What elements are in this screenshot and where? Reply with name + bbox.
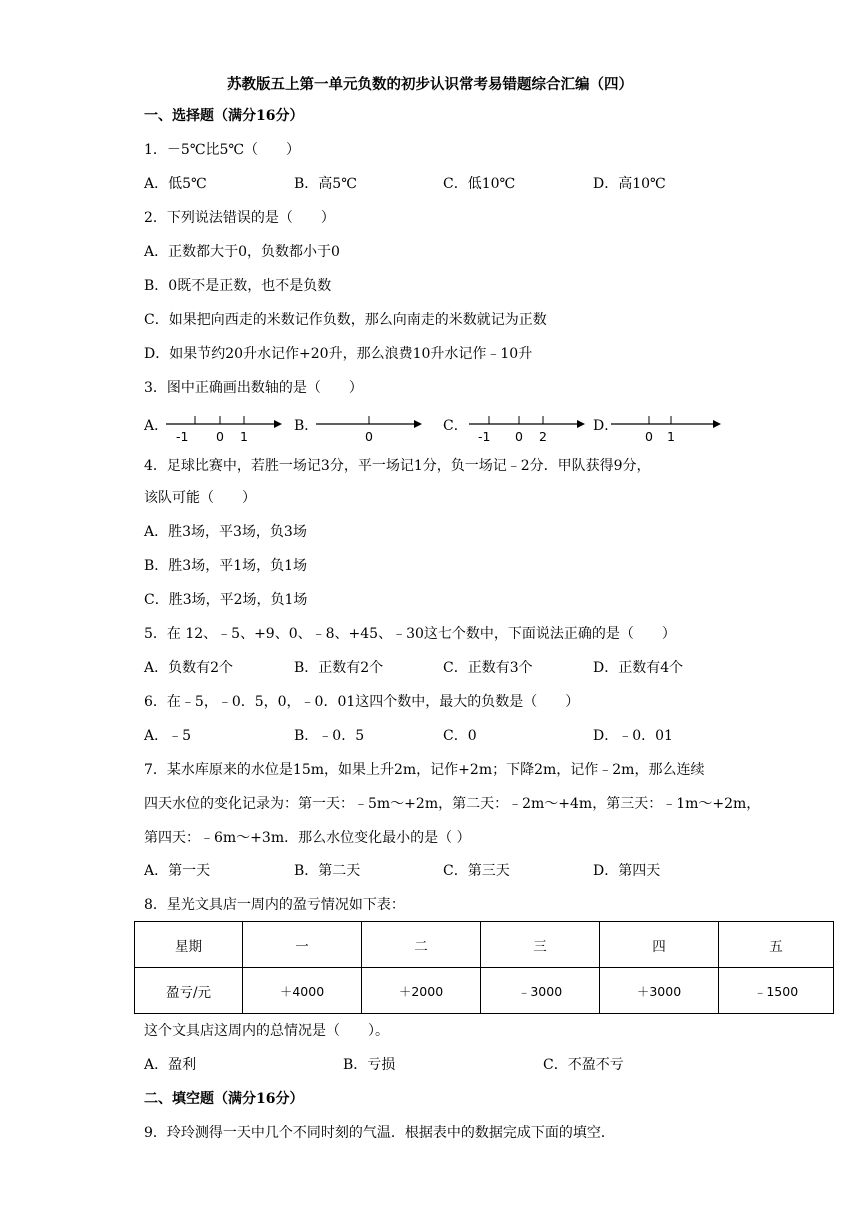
q2-option-b: B．0既不是正数，也不是负数 bbox=[144, 278, 332, 294]
table-cell: ＋3000 bbox=[600, 968, 719, 1014]
page-title: 苏教版五上第一单元负数的初步认识常考易错题综合汇编（四） bbox=[227, 76, 633, 93]
q7-option-b: B．第二天 bbox=[294, 863, 361, 879]
q7-option-d: D．第四天 bbox=[593, 863, 661, 879]
question-7-stem-line3: 第四天：﹣6m～+3m．那么水位变化最小的是（ ） bbox=[144, 830, 471, 846]
axis-d-svg bbox=[609, 410, 739, 446]
q5-option-d: D．正数有4个 bbox=[593, 660, 684, 676]
table-cell: 盈亏/元 bbox=[135, 968, 243, 1014]
q8-option-a: A．盈利 bbox=[144, 1057, 197, 1073]
q5-option-c: C．正数有3个 bbox=[443, 660, 533, 676]
axis-d-label-2: 1 bbox=[667, 429, 675, 444]
question-1-stem: 1．－5℃比5℃（ ） bbox=[144, 142, 301, 158]
q4-option-c: C．胜3场，平2场，负1场 bbox=[144, 592, 308, 608]
q8-option-c: C．不盈不亏 bbox=[543, 1057, 624, 1073]
q6-option-d: D．﹣0．01 bbox=[593, 728, 673, 744]
q1-option-a: A．低5℃ bbox=[144, 176, 207, 192]
q7-option-c: C．第三天 bbox=[443, 863, 510, 879]
axis-a-letter: A． bbox=[144, 418, 169, 434]
table-header-cell: 四 bbox=[600, 922, 719, 968]
q1-option-d: D．高10℃ bbox=[593, 176, 666, 192]
table-cell: ﹣3000 bbox=[481, 968, 600, 1014]
table-header-cell: 五 bbox=[719, 922, 834, 968]
table-cell: ＋4000 bbox=[243, 968, 362, 1014]
q6-option-b: B．﹣0．5 bbox=[294, 728, 365, 744]
table-row bbox=[135, 922, 834, 968]
q1-option-c: C．低10℃ bbox=[443, 176, 516, 192]
q2-option-a: A．正数都大于0，负数都小于0 bbox=[144, 244, 340, 260]
axis-a-label-3: 1 bbox=[240, 429, 248, 444]
axis-c-letter: C． bbox=[443, 418, 468, 434]
question-4-stem-line2: 该队可能（ ） bbox=[144, 490, 256, 506]
question-8-followup: 这个文具店这周内的总情况是（ ）。 bbox=[144, 1023, 389, 1039]
q8-option-b: B．亏损 bbox=[343, 1057, 396, 1073]
section-heading-fill: 二、填空题（满分16分） bbox=[144, 1091, 304, 1107]
profit-loss-table bbox=[134, 921, 834, 1014]
axis-b-letter: B． bbox=[294, 418, 319, 434]
q5-option-a: A．负数有2个 bbox=[144, 660, 234, 676]
question-6-stem: 6．在﹣5，﹣0．5，0，﹣0．01这四个数中，最大的负数是（ ） bbox=[144, 694, 580, 710]
question-7-stem-line1: 7．某水库原来的水位是15m，如果上升2m，记作+2m；下降2m，记作﹣2m，那么连续 bbox=[144, 762, 705, 778]
question-2-stem: 2．下列说法错误的是（ ） bbox=[144, 210, 335, 226]
axis-c-svg bbox=[467, 410, 592, 446]
q5-option-b: B．正数有2个 bbox=[294, 660, 384, 676]
axis-d-letter: D． bbox=[593, 418, 619, 434]
table-header-cell: 二 bbox=[362, 922, 481, 968]
question-4-stem-line1: 4．足球比赛中，若胜一场记3分，平一场记1分，负一场记﹣2分．甲队获得9分， bbox=[144, 458, 651, 474]
question-7-stem-line2: 四天水位的变化记录为：第一天：﹣5m～+2m，第二天：﹣2m～+4m，第三天：﹣1m～+2m， bbox=[144, 796, 761, 812]
table-header-cell: 三 bbox=[481, 922, 600, 968]
table-row bbox=[135, 968, 834, 1014]
axis-b-svg bbox=[314, 410, 434, 446]
q4-option-a: A．胜3场，平3场，负3场 bbox=[144, 524, 307, 540]
axis-a-label-1: -1 bbox=[176, 429, 189, 444]
axis-c-label-1: -1 bbox=[478, 429, 491, 444]
table-cell: ﹣1500 bbox=[719, 968, 834, 1014]
q6-option-c: C．0 bbox=[443, 728, 477, 744]
axis-a-svg bbox=[164, 410, 284, 446]
question-9-stem: 9．玲玲测得一天中几个不同时刻的气温．根据表中的数据完成下面的填空． bbox=[144, 1125, 615, 1141]
question-3-stem: 3．图中正确画出数轴的是（ ） bbox=[144, 380, 363, 396]
axis-a-label-2: 0 bbox=[216, 429, 224, 444]
section-heading-choice: 一、选择题（满分16分） bbox=[144, 108, 304, 124]
q2-option-c: C．如果把向西走的米数记作负数，那么向南走的米数就记为正数 bbox=[144, 312, 547, 328]
q1-option-b: B．高5℃ bbox=[294, 176, 357, 192]
q4-option-b: B．胜3场，平1场，负1场 bbox=[144, 558, 308, 574]
axis-d-label-1: 0 bbox=[645, 429, 653, 444]
axis-c-label-2: 0 bbox=[515, 429, 523, 444]
axis-c-label-3: 2 bbox=[539, 429, 547, 444]
question-8-stem: 8．星光文具店一周内的盈亏情况如下表： bbox=[144, 897, 405, 913]
question-5-stem: 5．在 12、﹣5、+9、0、﹣8、+45、﹣30这七个数中，下面说法正确的是（ ） bbox=[144, 626, 676, 642]
q6-option-a: A．﹣5 bbox=[144, 728, 192, 744]
axis-b-label-1: 0 bbox=[365, 429, 373, 444]
table-cell: ＋2000 bbox=[362, 968, 481, 1014]
table-header-cell: 一 bbox=[243, 922, 362, 968]
q2-option-d: D．如果节约20升水记作+20升，那么浪费10升水记作﹣10升 bbox=[144, 346, 533, 362]
table-header-cell: 星期 bbox=[135, 922, 243, 968]
q7-option-a: A．第一天 bbox=[144, 863, 211, 879]
